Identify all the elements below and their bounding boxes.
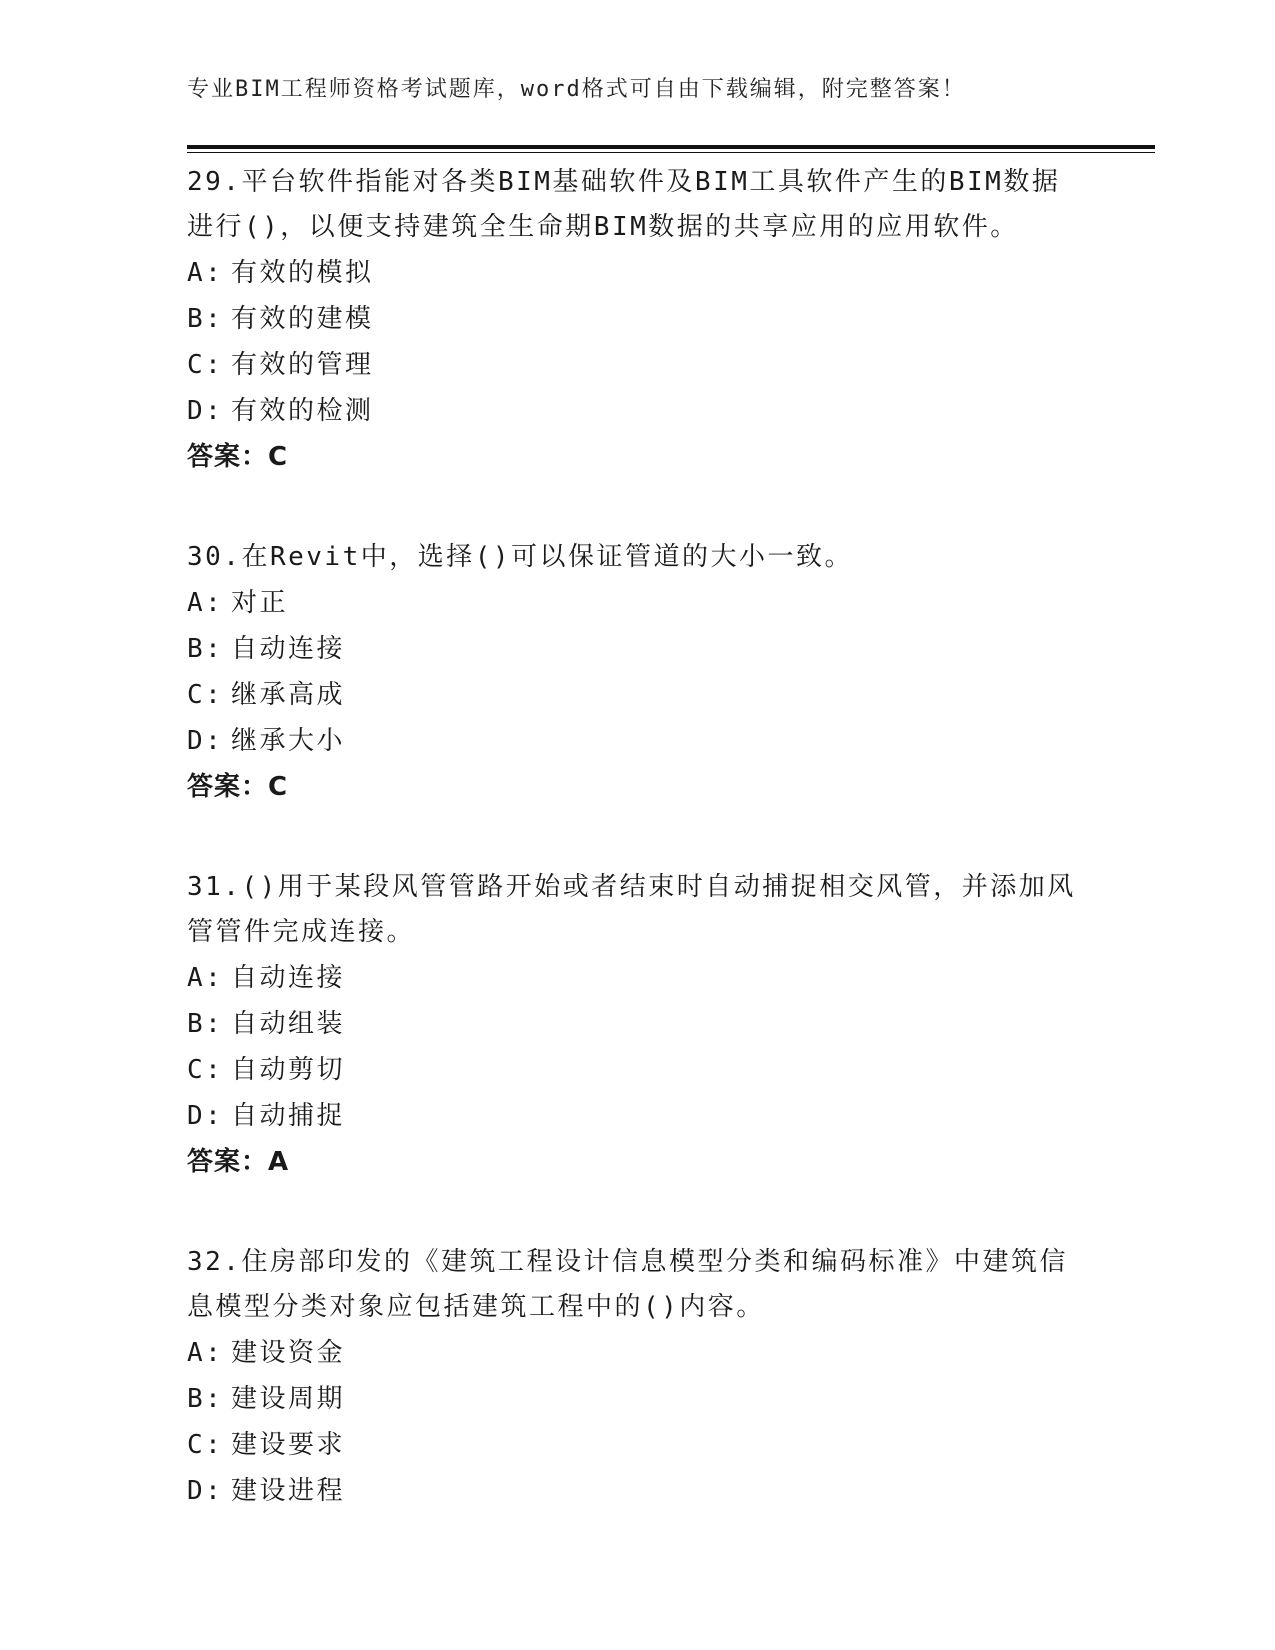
option-key: A: bbox=[187, 588, 224, 618]
option-text: 自动剪切 bbox=[231, 1055, 346, 1085]
header-rule-thin bbox=[187, 152, 1155, 153]
question-29 bbox=[187, 160, 1087, 480]
question-stem: 30.在Revit中，选择()可以保证管道的大小一致。 bbox=[187, 542, 854, 572]
option-key: C: bbox=[187, 680, 224, 710]
option-key: D: bbox=[187, 1101, 224, 1131]
option-key: C: bbox=[187, 350, 224, 380]
option-a bbox=[187, 955, 1087, 1001]
option-key: B: bbox=[187, 634, 224, 664]
option-text: 自动连接 bbox=[231, 963, 346, 993]
question-32 bbox=[187, 1240, 1087, 1514]
option-c bbox=[187, 1422, 1087, 1468]
option-b bbox=[187, 1001, 1087, 1047]
option-text: 自动捕捉 bbox=[231, 1101, 346, 1131]
question-list bbox=[187, 160, 1087, 1569]
option-text: 有效的模拟 bbox=[231, 258, 374, 288]
option-b bbox=[187, 1376, 1087, 1422]
option-text: 建设要求 bbox=[231, 1430, 346, 1460]
option-key: C: bbox=[187, 1430, 224, 1460]
answer: 答案：A bbox=[187, 1147, 290, 1177]
question-stem: 31.()用于某段风管管路开始或者结束时自动捕捉相交风管，并添加风管管件完成连接。 bbox=[187, 872, 1076, 947]
option-d bbox=[187, 388, 1087, 434]
option-c bbox=[187, 342, 1087, 388]
option-key: B: bbox=[187, 1384, 224, 1414]
answer: 答案：C bbox=[187, 772, 289, 802]
document-header: 专业BIM工程师资格考试题库，word格式可自由下载编辑，附完整答案！ bbox=[187, 77, 966, 102]
option-text: 有效的建模 bbox=[231, 304, 374, 334]
option-key: A: bbox=[187, 258, 224, 288]
question-stem: 32.住房部印发的《建筑工程设计信息模型分类和编码标准》中建筑信息模型分类对象应包括建筑工程中的()内容。 bbox=[187, 1247, 1068, 1322]
option-text: 有效的检测 bbox=[231, 396, 374, 426]
option-b bbox=[187, 296, 1087, 342]
option-a bbox=[187, 580, 1087, 626]
option-d bbox=[187, 1093, 1087, 1139]
option-key: D: bbox=[187, 726, 224, 756]
option-c bbox=[187, 1047, 1087, 1093]
option-key: C: bbox=[187, 1055, 224, 1085]
option-text: 建设周期 bbox=[231, 1384, 346, 1414]
option-c bbox=[187, 672, 1087, 718]
option-text: 对正 bbox=[231, 588, 289, 618]
option-a bbox=[187, 250, 1087, 296]
option-key: A: bbox=[187, 1338, 224, 1368]
option-key: B: bbox=[187, 1009, 224, 1039]
option-text: 建设资金 bbox=[231, 1338, 346, 1368]
header-rule-thick bbox=[187, 145, 1155, 149]
question-stem: 29.平台软件指能对各类BIM基础软件及BIM工具软件产生的BIM数据进行()，以便支持建筑全生命期BIM数据的共享应用的应用软件。 bbox=[187, 167, 1061, 242]
question-30 bbox=[187, 535, 1087, 810]
option-d bbox=[187, 1468, 1087, 1514]
option-text: 有效的管理 bbox=[231, 350, 374, 380]
option-key: D: bbox=[187, 396, 224, 426]
option-key: B: bbox=[187, 304, 224, 334]
option-text: 自动组装 bbox=[231, 1009, 346, 1039]
question-31 bbox=[187, 865, 1087, 1185]
option-b bbox=[187, 626, 1087, 672]
option-text: 继承大小 bbox=[231, 726, 346, 756]
option-d bbox=[187, 718, 1087, 764]
option-a bbox=[187, 1330, 1087, 1376]
option-key: A: bbox=[187, 963, 224, 993]
option-text: 自动连接 bbox=[231, 634, 346, 664]
option-key: D: bbox=[187, 1476, 224, 1506]
option-text: 继承高成 bbox=[231, 680, 346, 710]
option-text: 建设进程 bbox=[231, 1476, 346, 1506]
answer: 答案：C bbox=[187, 442, 289, 472]
